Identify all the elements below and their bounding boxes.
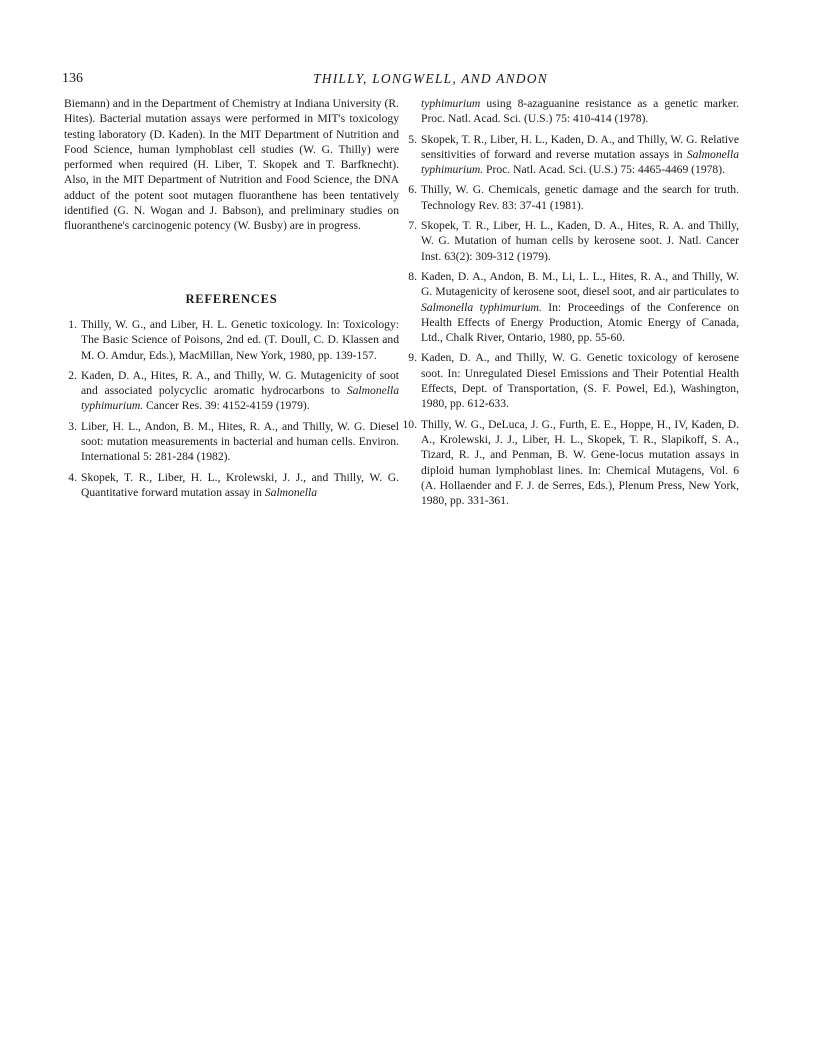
reference-number: 6.: [408, 183, 417, 197]
reference-item: 3. Liber, H. L., Andon, B. M., Hites, R. A., and Thilly, W. G. Diesel soot: mutation measurements in bacterial and human cells. Environ. International 5: 281-284 (1982).: [64, 419, 399, 465]
reference-number: 7.: [408, 219, 417, 233]
reference-number: 3.: [68, 419, 77, 433]
reference-number: 5.: [408, 132, 417, 146]
reference-item: 9. Kaden, D. A., and Thilly, W. G. Genetic toxicology of kerosene soot. In: Unregulated Diesel Emissions and Their Potential Health Effects, Dept. of Transportation, (S. F. Powel, Ed.), Washington, 1980, pp. 612-633.: [404, 350, 739, 411]
right-column: [404, 96, 739, 513]
reference-number: 2.: [68, 368, 77, 382]
page-header: [62, 71, 765, 91]
references-heading: REFERENCES: [185, 291, 278, 306]
reference-item: 4. Skopek, T. R., Liber, H. L., Krolewski, J. J., and Thilly, W. G. Quantitative forward mutation assay in Salmonella: [64, 470, 399, 501]
reference-item: 2. Kaden, D. A., Hites, R. A., and Thilly, W. G. Mutagenicity of soot and associated polycyclic aromatic hydrocarbons to Salmonella typhimurium. Cancer Res. 39: 4152-4159 (1979).: [64, 368, 399, 414]
reference-item: 7. Skopek, T. R., Liber, H. L., Kaden, D. A., Hites, R. A. and Thilly, W. G. Mutation of human cells by kerosene soot. J. Natl. Cancer Inst. 63(2): 309-312 (1979).: [404, 218, 739, 264]
reference-item: 6. Thilly, W. G. Chemicals, genetic damage and the search for truth. Technology Rev. 83: 37-41 (1981).: [404, 182, 739, 213]
left-column: [64, 96, 399, 505]
reference-item-continued: typhimurium using 8-azaguanine resistance as a genetic marker. Proc. Natl. Acad. Sci. (U.S.) 75: 410-414 (1978).: [421, 97, 739, 126]
reference-number: 9.: [408, 351, 417, 365]
reference-number: 4.: [68, 470, 77, 484]
reference-item: 8. Kaden, D. A., Andon, B. M., Li, L. L., Hites, R. A., and Thilly, W. G. Mutagenicity of kerosene soot, diesel soot, and air particulates to Salmonella typhimurium. In: Proceedings of the Conference on Health Effects of Energy Production, Atomic Energy of Canada, Ltd., Chalk River, Ontario, 1980, pp. 55-60.: [404, 269, 739, 345]
reference-number: 10.: [402, 417, 417, 431]
reference-item: 1. Thilly, W. G., and Liber, H. L. Genetic toxicology. In: Toxicology: The Basic Science of Poisons, 2nd ed. (T. Doull, C. D. Klassen and M. O. Amdur, Eds.), MacMillan, New York, 1980, pp. 139-157.: [64, 317, 399, 363]
reference-number: 1.: [68, 317, 77, 331]
running-head: THILLY, LONGWELL, AND ANDON: [313, 71, 548, 86]
page-number: 136: [62, 71, 83, 86]
body-paragraph: Biemann) and in the Department of Chemistry at Indiana University (R. Hites). Bacterial mutation assays were performed in MIT's toxicology testing laboratory (D. Kaden). In the MIT Department of Nutrition and Food Science, human lymphoblast cell studies (W. G. Thilly) were performed when required (H. Liber, T. Skopek and T. Barfknecht). Also, in the MIT Department of Nutrition and Food Science, the DNA adduct of the potent soot mutagen fluoranthene has been tentatively identified (G. N. Wogan and J. Babson), and preliminary studies on fluoranthene's carcinogenic potency (W. Busby) are in progress.: [64, 97, 399, 233]
reference-item: 5. Skopek, T. R., Liber, H. L., Kaden, D. A., and Thilly, W. G. Relative sensitivities of forward and reverse mutation assays in Salmonella typhimurium. Proc. Natl. Acad. Sci. (U.S.) 75: 4465-4469 (1978).: [404, 132, 739, 178]
reference-item: 10. Thilly, W. G., DeLuca, J. G., Furth, E. E., Hoppe, H., IV, Kaden, D. A., Krolewski, J. J., Liber, H. L., Skopek, T. R., Slapikoff, S. A., Tizard, R. J., and Penman, B. W. Gene-locus mutation assays in diploid human lymphoblast lines. In: Chemical Mutagens, Vol. 6 (A. Hollaender and F. J. de Serres, Eds.), Plenum Press, New York, 1980, pp. 331-361.: [404, 417, 739, 509]
reference-number: 8.: [408, 269, 417, 283]
